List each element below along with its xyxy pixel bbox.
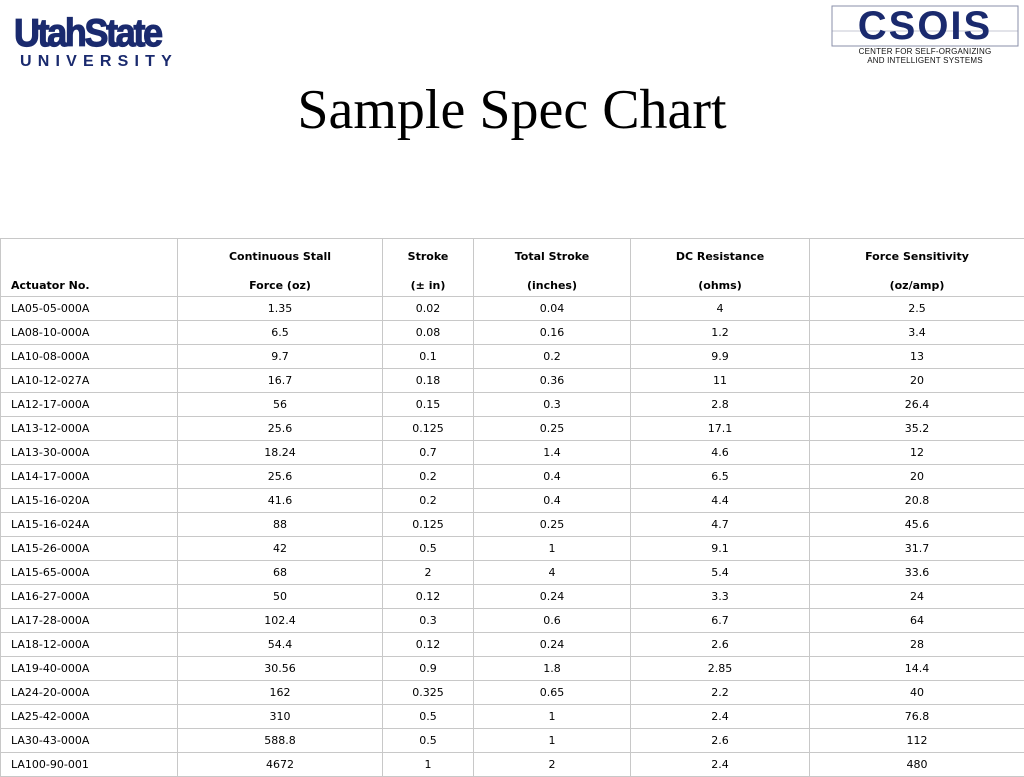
table-cell: 1 [474, 729, 631, 753]
column-header [474, 239, 631, 297]
table-cell: 0.24 [474, 585, 631, 609]
actuator-number-cell: LA15-65-000A [1, 561, 178, 585]
table-cell: 0.24 [474, 633, 631, 657]
table-row [1, 465, 1024, 489]
column-header [631, 239, 810, 297]
table-cell: 0.9 [383, 657, 474, 681]
table-row [1, 513, 1024, 537]
table-cell: 68 [178, 561, 383, 585]
column-header [383, 239, 474, 297]
table-cell: 28 [810, 633, 1024, 657]
column-header-line1 [11, 250, 177, 268]
table-cell: 4.7 [631, 513, 810, 537]
column-header-line1: Stroke [383, 250, 473, 268]
table-row [1, 417, 1024, 441]
csois-subtitle-line2: AND INTELLIGENT SYSTEMS [831, 56, 1019, 65]
table-row [1, 633, 1024, 657]
table-cell: 0.6 [474, 609, 631, 633]
table-cell: 1.35 [178, 297, 383, 321]
table-cell: 0.4 [474, 465, 631, 489]
table-cell: 0.16 [474, 321, 631, 345]
column-header-line1: DC Resistance [631, 250, 809, 268]
table-cell: 2.4 [631, 705, 810, 729]
table-cell: 0.02 [383, 297, 474, 321]
table-cell: 9.1 [631, 537, 810, 561]
table-cell: 1.4 [474, 441, 631, 465]
table-cell: 13 [810, 345, 1024, 369]
table-cell: 31.7 [810, 537, 1024, 561]
table-cell: 64 [810, 609, 1024, 633]
table-row [1, 297, 1024, 321]
csois-subtitle-line1: CENTER FOR SELF-ORGANIZING [831, 47, 1019, 56]
table-row [1, 657, 1024, 681]
table-cell: 45.6 [810, 513, 1024, 537]
table-cell: 0.25 [474, 513, 631, 537]
table-cell: 588.8 [178, 729, 383, 753]
csois-logo-subtitle [831, 47, 1019, 65]
table-cell: 0.08 [383, 321, 474, 345]
table-row [1, 729, 1024, 753]
table-cell: 20 [810, 369, 1024, 393]
actuator-number-cell: LA17-28-000A [1, 609, 178, 633]
actuator-number-cell: LA13-12-000A [1, 417, 178, 441]
table-cell: 24 [810, 585, 1024, 609]
table-cell: 30.56 [178, 657, 383, 681]
table-cell: 162 [178, 681, 383, 705]
table-cell: 112 [810, 729, 1024, 753]
actuator-number-cell: LA12-17-000A [1, 393, 178, 417]
column-header-line2: Actuator No. [11, 279, 177, 293]
actuator-number-cell: LA15-16-020A [1, 489, 178, 513]
csois-logo [831, 5, 1019, 71]
table-cell: 35.2 [810, 417, 1024, 441]
table-row [1, 681, 1024, 705]
table-cell: 40 [810, 681, 1024, 705]
column-header-line2: (oz/amp) [810, 279, 1024, 293]
table-cell: 6.7 [631, 609, 810, 633]
table-row [1, 609, 1024, 633]
table-cell: 2.85 [631, 657, 810, 681]
table-cell: 11 [631, 369, 810, 393]
table-cell: 16.7 [178, 369, 383, 393]
table-cell: 4.4 [631, 489, 810, 513]
table-cell: 4.6 [631, 441, 810, 465]
table-cell: 2 [383, 561, 474, 585]
column-header-line2: Force (oz) [178, 279, 382, 293]
table-row [1, 585, 1024, 609]
table-cell: 1.8 [474, 657, 631, 681]
table-cell: 17.1 [631, 417, 810, 441]
table-cell: 2.6 [631, 729, 810, 753]
actuator-number-cell: LA14-17-000A [1, 465, 178, 489]
page-title: Sample Spec Chart [0, 75, 1024, 145]
table-cell: 0.5 [383, 537, 474, 561]
table-cell: 12 [810, 441, 1024, 465]
actuator-number-cell: LA19-40-000A [1, 657, 178, 681]
usu-logo-wordmark: UtahState [14, 14, 185, 54]
actuator-number-cell: LA15-16-024A [1, 513, 178, 537]
table-cell: 1 [474, 537, 631, 561]
actuator-number-cell: LA24-20-000A [1, 681, 178, 705]
table-cell: 0.125 [383, 417, 474, 441]
column-header-line1: Force Sensitivity [810, 250, 1024, 268]
table-cell: 3.4 [810, 321, 1024, 345]
actuator-number-cell: LA30-43-000A [1, 729, 178, 753]
column-header-line2: (± in) [383, 279, 473, 293]
table-body [1, 297, 1024, 777]
csois-logo-graphic [831, 5, 1019, 47]
table-cell: 310 [178, 705, 383, 729]
table-cell: 0.5 [383, 729, 474, 753]
table-cell: 1.2 [631, 321, 810, 345]
table-cell: 0.4 [474, 489, 631, 513]
table-cell: 2.5 [810, 297, 1024, 321]
table-cell: 3.3 [631, 585, 810, 609]
actuator-number-cell: LA25-42-000A [1, 705, 178, 729]
table-cell: 0.2 [383, 489, 474, 513]
actuator-number-cell: LA13-30-000A [1, 441, 178, 465]
table-row [1, 369, 1024, 393]
table-cell: 6.5 [631, 465, 810, 489]
table-cell: 9.7 [178, 345, 383, 369]
table-row [1, 705, 1024, 729]
actuator-number-cell: LA05-05-000A [1, 297, 178, 321]
usu-logo-subtext: UNIVERSITY [20, 54, 200, 70]
table-cell: 0.3 [474, 393, 631, 417]
table-cell: 4 [474, 561, 631, 585]
table-cell: 0.1 [383, 345, 474, 369]
table-cell: 20 [810, 465, 1024, 489]
column-header-line2: (inches) [474, 279, 630, 293]
table-cell: 2.2 [631, 681, 810, 705]
table-cell: 56 [178, 393, 383, 417]
table-cell: 9.9 [631, 345, 810, 369]
table-cell: 33.6 [810, 561, 1024, 585]
table-row [1, 753, 1024, 777]
table-cell: 0.36 [474, 369, 631, 393]
table-row [1, 561, 1024, 585]
table-cell: 4 [631, 297, 810, 321]
table-cell: 0.12 [383, 585, 474, 609]
table-row [1, 321, 1024, 345]
utah-state-logo [14, 14, 200, 72]
table-cell: 4672 [178, 753, 383, 777]
table-cell: 480 [810, 753, 1024, 777]
table-cell: 50 [178, 585, 383, 609]
table-cell: 0.3 [383, 609, 474, 633]
table-cell: 2.6 [631, 633, 810, 657]
table-cell: 25.6 [178, 465, 383, 489]
table-cell: 88 [178, 513, 383, 537]
table-cell: 26.4 [810, 393, 1024, 417]
table-cell: 5.4 [631, 561, 810, 585]
table-cell: 0.65 [474, 681, 631, 705]
table-cell: 0.2 [383, 465, 474, 489]
table-cell: 0.325 [383, 681, 474, 705]
column-header [178, 239, 383, 297]
table-cell: 0.2 [474, 345, 631, 369]
column-header [1, 239, 178, 297]
table-cell: 42 [178, 537, 383, 561]
spec-table [0, 238, 1024, 777]
table-row [1, 393, 1024, 417]
table-cell: 2 [474, 753, 631, 777]
table-header-row [1, 239, 1024, 297]
table-cell: 0.7 [383, 441, 474, 465]
actuator-number-cell: LA18-12-000A [1, 633, 178, 657]
actuator-number-cell: LA100-90-001 [1, 753, 178, 777]
table-cell: 2.8 [631, 393, 810, 417]
table-cell: 20.8 [810, 489, 1024, 513]
actuator-number-cell: LA15-26-000A [1, 537, 178, 561]
actuator-number-cell: LA16-27-000A [1, 585, 178, 609]
table-cell: 2.4 [631, 753, 810, 777]
actuator-number-cell: LA10-08-000A [1, 345, 178, 369]
table-cell: 0.25 [474, 417, 631, 441]
table-row [1, 441, 1024, 465]
actuator-number-cell: LA08-10-000A [1, 321, 178, 345]
table-cell: 54.4 [178, 633, 383, 657]
actuator-number-cell: LA10-12-027A [1, 369, 178, 393]
column-header-line1: Continuous Stall [178, 250, 382, 268]
table-cell: 0.5 [383, 705, 474, 729]
table-row [1, 345, 1024, 369]
table-cell: 25.6 [178, 417, 383, 441]
table-row [1, 537, 1024, 561]
table-cell: 18.24 [178, 441, 383, 465]
column-header [810, 239, 1024, 297]
table-cell: 6.5 [178, 321, 383, 345]
csois-logo-wordmark: CSOIS [858, 5, 992, 47]
table-cell: 1 [474, 705, 631, 729]
column-header-line1: Total Stroke [474, 250, 630, 268]
table-cell: 14.4 [810, 657, 1024, 681]
table-cell: 1 [383, 753, 474, 777]
table-cell: 0.18 [383, 369, 474, 393]
table-cell: 0.15 [383, 393, 474, 417]
table-cell: 41.6 [178, 489, 383, 513]
table-cell: 76.8 [810, 705, 1024, 729]
table-row [1, 489, 1024, 513]
table-cell: 0.12 [383, 633, 474, 657]
table-cell: 0.125 [383, 513, 474, 537]
column-header-line2: (ohms) [631, 279, 809, 293]
table-cell: 102.4 [178, 609, 383, 633]
table-cell: 0.04 [474, 297, 631, 321]
